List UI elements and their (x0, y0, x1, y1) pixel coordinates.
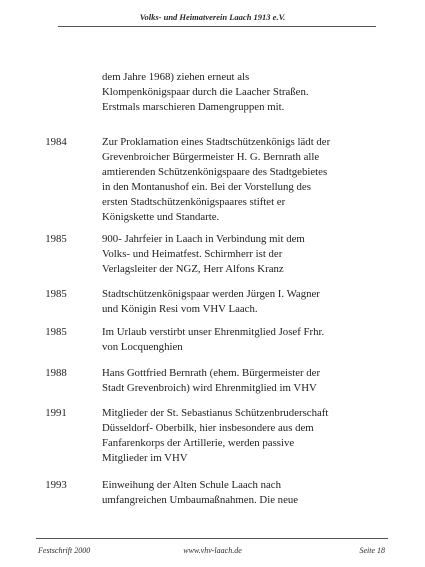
entry-line: Fanfarenkorps der Artillerie, werden passive (102, 437, 295, 449)
entry-line: von Locquenghien (102, 341, 183, 353)
entry-line: und Königin Resi vom VHV Laach. (102, 303, 258, 315)
entry-text (102, 135, 402, 225)
footer-publication: Festschrift 2000 (38, 546, 91, 555)
entry-year: 1985 (45, 326, 67, 338)
entry-text (102, 366, 402, 396)
entry-year: 1984 (45, 136, 67, 148)
footer-website: www.vhv-laach.de (183, 546, 242, 555)
entry-line: Stadtschützenkönigspaar werden Jürgen I. Wagner (102, 288, 320, 300)
header-divider (58, 26, 376, 27)
entry-line: in den Montanushof ein. Bei der Vorstellung des (102, 181, 311, 193)
entry-line: Mitglieder im VHV (102, 452, 188, 464)
entry-line: ersten Stadtschützenkönigspaares stiftet er (102, 196, 286, 208)
entry-line: Königskette und Standarte. (102, 211, 220, 223)
entry-text (102, 232, 402, 277)
entry-line: Einweihung der Alten Schule Laach nach (102, 479, 281, 491)
entry-text (102, 478, 402, 508)
entry-year: 1988 (45, 367, 67, 379)
entry-line: Grevenbroicher Bürgermeister H. G. Bernrath alle (102, 151, 320, 163)
entry-year: 1993 (45, 479, 67, 491)
intro-paragraph (102, 70, 402, 115)
entry-line: amtierenden Schützenkönigspaare des Stadtgebietes (102, 166, 328, 178)
entry-year: 1985 (45, 233, 67, 245)
entry-line: Mitglieder der St. Sebastianus Schützenbruderschaft (102, 407, 329, 419)
entry-text (102, 287, 402, 317)
intro-line: dem Jahre 1968) ziehen erneut als (102, 71, 250, 83)
entry-line: Stadt Grevenbroich) wird Ehrenmitglied im VHV (102, 382, 317, 394)
entry-line: Im Urlaub verstirbt unser Ehrenmitglied Josef Frhr. (102, 326, 325, 338)
page-header: Volks- und Heimatverein Laach 1913 e.V. (139, 12, 286, 22)
entry-text (102, 325, 402, 355)
entry-year: 1985 (45, 288, 67, 300)
intro-line: Klompenkönigspaar durch die Laacher Straßen. (102, 86, 309, 98)
entry-line: umfangreichen Umbaumaßnahmen. Die neue (102, 494, 299, 506)
entry-line: Düsseldorf- Oberbilk, hier insbesondere aus dem (102, 422, 314, 434)
entry-line: Zur Proklamation eines Stadtschützenkönigs lädt der (102, 136, 331, 148)
entry-line: Verlagsleiter der NGZ, Herr Alfons Kranz (102, 263, 284, 275)
entry-line: 900- Jahrfeier in Laach in Verbindung mit dem (102, 233, 305, 245)
footer-divider (36, 538, 388, 539)
entry-line: Volks- und Heimatfest. Schirmherr ist der (102, 248, 283, 260)
intro-line: Erstmals marschieren Damengruppen mit. (102, 101, 285, 113)
entry-text (102, 406, 402, 466)
footer-page-number: Seite 18 (359, 546, 385, 555)
entry-year: 1991 (45, 407, 67, 419)
entry-line: Hans Gottfried Bernrath (ehem. Bürgermeister der (102, 367, 321, 379)
